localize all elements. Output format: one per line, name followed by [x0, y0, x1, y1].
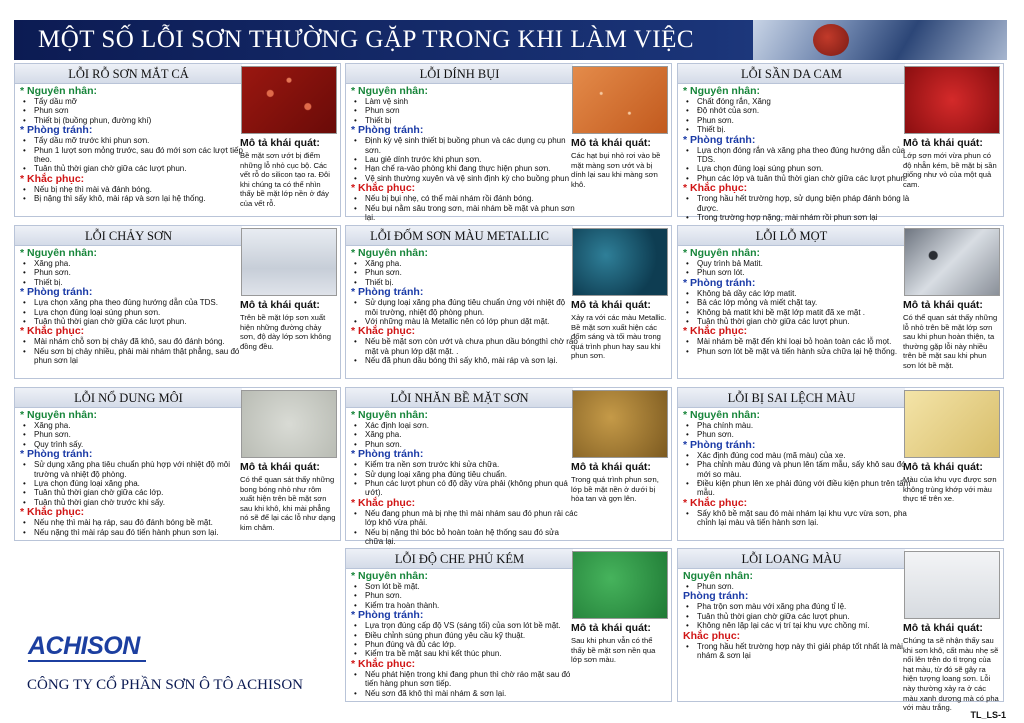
list-item: • Nếu bề mặt sơn còn ướt và chưa phun dầu bóngthì chờ ráo mặt và phun lớp dặt mặt. .: [351, 337, 579, 356]
header-photo: [753, 20, 1007, 60]
list-item: • Thiết bị.: [20, 278, 248, 287]
list-item: • Phun sơn.: [683, 582, 911, 591]
list-item: • Mài nhám chỗ sơn bị chảy đã khô, sau đó đánh bóng.: [20, 337, 248, 346]
description-text: Sau khi phun vẫn có thể thấy bề mặt sơn nền qua lớp sơn màu.: [571, 636, 656, 665]
fix-list: [683, 509, 911, 528]
list-item: • Làm vệ sinh: [351, 97, 579, 106]
list-item: • Phun sơn.: [20, 430, 248, 439]
prevent-heading: * Phòng tránh:: [683, 133, 756, 146]
card-title: LỖI ĐỘ CHE PHỦ KÉM: [346, 549, 573, 569]
list-item: • Lau giẻ dính trước khi phun sơn.: [351, 155, 579, 164]
list-item: • Sử dụng loại xăng pha đúng tiêu chuẩn.: [351, 470, 579, 479]
description-label: Mô tả khái quát:: [571, 299, 651, 311]
defect-photo: [904, 551, 1000, 619]
list-item: • Tẩy dầu mỡ: [20, 97, 248, 106]
prevent-list: [351, 460, 579, 498]
defect-card: [345, 225, 672, 379]
cause-list: [351, 97, 579, 125]
list-item: • Nếu đã phun dầu bóng thì sấy khô, mài ráp và sơn lại.: [351, 356, 579, 365]
fix-heading: * Khắc phục:: [20, 325, 85, 338]
list-item: • Kiểm tra bề mặt sau khi kết thúc phun.: [351, 649, 579, 658]
list-item: • Thiết bị (buồng phun, đường khí): [20, 116, 248, 125]
list-item: • Phun đúng và đủ các lớp.: [351, 640, 579, 649]
list-item: • Mài nhám bề mặt đến khi loại bỏ hoàn toàn các lỗ mọt.: [683, 337, 911, 346]
cause-list: [351, 259, 579, 287]
list-item: • Phun sơn lót bề mặt và tiến hành sửa chữa lại hệ thống.: [683, 347, 911, 356]
cause-list: [20, 259, 248, 287]
list-item: • Nếu bị bụi nhẹ, có thể mài nhám rồi đánh bóng.: [351, 194, 579, 203]
fix-heading: * Khắc phục:: [20, 506, 85, 519]
list-item: • Bả các lớp mỏng và miết chặt tay.: [683, 298, 911, 307]
description-text: Có thể quan sát thấy những lỗ nhỏ trên bề mặt lớp sơn sau khi phun hoàn thiện, ta thường gặp lỗi này nhiều trên bề mặt sau khi phun sơn lót bề mặt.: [903, 313, 998, 370]
list-item: • Lựa chọn đúng loại súng phun sơn.: [683, 164, 911, 173]
list-item: • Xác định loại sơn.: [351, 421, 579, 430]
fix-list: [351, 670, 579, 698]
card-description: [571, 622, 668, 665]
list-item: • Lựa trọn đúng cấp độ VS (sáng tối) của sơn lót bề mặt.: [351, 621, 579, 630]
list-item: • Vệ sinh thường xuyên và vệ sinh định kỳ cho buồng phun: [351, 174, 579, 183]
page-title: MỘT SỐ LỖI SƠN THƯỜNG GẶP TRONG KHI LÀM VIỆC: [38, 26, 695, 53]
list-item: • Kiểm tra nền sơn trước khi sửa chữa.: [351, 460, 579, 469]
prevent-heading: Phòng tránh:: [683, 590, 749, 603]
achison-logo: ACHISON: [28, 632, 148, 658]
card-title: LỖI ĐỐM SƠN MÀU METALLIC: [346, 226, 573, 246]
list-item: • Tẩy dầu mỡ trước khi phun sơn.: [20, 136, 248, 145]
list-item: • Sử dụng xăng pha tiêu chuẩn phù hợp với nhiệt độ môi trường và nhiệt độ phòng.: [20, 460, 248, 479]
description-text: Chúng ta sẽ nhận thấy sau khi sơn khô, cất màu nhẹ sẽ nổi lên trên do tỉ trọng của hạt màu, từ đó sẽ gây ra hiện tượng loang sơn. Lỗi này thường xảy ra ở các màu xanh dương mà có pha với màu trắng.: [903, 636, 999, 713]
cause-list: [351, 582, 579, 610]
card-title: LỖI DÍNH BỤI: [346, 64, 573, 84]
list-item: • Pha trộn sơn màu với xăng pha đúng tỉ lệ.: [683, 602, 911, 611]
prevent-heading: * Phòng tránh:: [20, 286, 93, 299]
prevent-list: [351, 136, 579, 183]
prevent-list: [683, 602, 911, 630]
list-item: • Nếu đang phun mà bị nhẹ thì mài nhám sau đó phun rải các lớp khô vừa phải.: [351, 509, 579, 528]
prevent-list: [351, 621, 579, 659]
list-item: • Phun các lớp và tuân thủ thời gian chờ giữa các lượt phun.: [683, 174, 911, 183]
description-label: Mô tả khái quát:: [903, 137, 983, 149]
card-title: LỖI RỖ SƠN MẮT CÁ: [15, 64, 242, 84]
list-item: • Trong hầu hết trường hợp, sử dụng biện pháp đánh bóng là được.: [683, 194, 911, 213]
prevent-heading: * Phòng tránh:: [351, 124, 424, 137]
list-item: • Nếu phát hiện trong khi đang phun thì chờ ráo mặt sau đó tiến hàng phun sơn tiếp.: [351, 670, 579, 689]
defect-photo: [572, 228, 668, 296]
defect-photo: [241, 390, 337, 458]
list-item: • Lựa chọn đúng loại súng phun sơn.: [20, 308, 248, 317]
list-item: • Trong trường hợp nặng, mài nhám rồi phun sơn lại: [683, 213, 911, 222]
fix-heading: * Khắc phục:: [351, 496, 416, 509]
fix-heading: * Khắc phục:: [351, 182, 416, 195]
cause-list: [20, 421, 248, 449]
fix-list: [351, 337, 579, 365]
fix-heading: * Khắc phục:: [351, 325, 416, 338]
prevent-heading: * Phòng tránh:: [351, 286, 424, 299]
list-item: • Lựa chọn đúng loại xăng pha.: [20, 479, 248, 488]
list-item: • Xăng pha.: [20, 421, 248, 430]
fix-list: [20, 337, 248, 365]
list-item: • Nếu nhẹ thì mài hạ ráp, sau đó đánh bóng bề mặt.: [20, 518, 248, 527]
list-item: • Xăng pha.: [351, 430, 579, 439]
description-text: Có thể quan sát thấy những bong bóng nhỏ như rôm xuất hiện trên bề mặt sơn sau khi khô, khi mài phẳng nó sẽ để lại các lỗ như dạng kim châm.: [240, 475, 336, 532]
cause-heading: * Nguyên nhân:: [351, 570, 429, 582]
defect-photo: [572, 551, 668, 619]
list-item: • Phun sơn lót.: [683, 268, 911, 277]
fix-heading: * Khắc phục:: [351, 657, 416, 670]
card-description: [903, 299, 1000, 371]
description-label: Mô tả khái quát:: [903, 461, 983, 473]
list-item: • Bị nặng thì sấy khô, mài ráp và sơn lại hệ thống.: [20, 194, 248, 203]
list-item: • Pha chỉnh màu đúng và phun lên tấm mẫu, sấy khô sau đó mới so màu.: [683, 460, 911, 479]
list-item: • Điều chỉnh súng phun đúng yêu cầu kỹ thuật.: [351, 631, 579, 640]
card-description: [240, 137, 337, 209]
list-item: • Phun sơn.: [351, 591, 579, 600]
description-label: Mô tả khái quát:: [571, 137, 651, 149]
cause-heading: * Nguyên nhân:: [683, 409, 761, 421]
defect-photo: [904, 66, 1000, 134]
list-item: • Nếu nặng thì mài ráp sau đó tiến hành phun sơn lại.: [20, 528, 248, 537]
defect-card: [677, 225, 1004, 379]
cause-heading: * Nguyên nhân:: [351, 409, 429, 421]
list-item: • Thiết bị: [351, 116, 579, 125]
prevent-heading: * Phòng tránh:: [351, 448, 424, 461]
list-item: • Không bả dầy các lớp matit.: [683, 289, 911, 298]
defect-card: [345, 63, 672, 223]
prevent-list: [683, 451, 911, 498]
cause-heading: * Nguyên nhân:: [20, 247, 98, 259]
prevent-heading: * Phòng tránh:: [351, 609, 424, 622]
list-item: • Không bả matit khi bề mặt lớp matit đã xe mặt .: [683, 308, 911, 317]
fix-heading: * Khắc phục:: [683, 496, 748, 509]
list-item: • Độ nhớt của sơn.: [683, 106, 911, 115]
prevent-list: [351, 298, 579, 326]
defect-photo: [572, 66, 668, 134]
card-body: [351, 86, 579, 222]
defect-photo: [904, 390, 1000, 458]
list-item: • Sử dụng loại xăng pha đúng tiêu chuẩn ứng với nhiệt độ môi trường, nhiệt độ phòng phun.: [351, 298, 579, 317]
header-banner: [14, 20, 1007, 60]
list-item: • Tuân thủ thời gian chờ giữa các lớp.: [20, 488, 248, 497]
description-text: Xảy ra với các màu Metallic. Bề mặt sơn xuất hiện các đốm sáng và tối màu trong quá trình phun hay sau khi phun sơn.: [571, 313, 667, 361]
cause-heading: * Nguyên nhân:: [683, 247, 761, 259]
list-item: • Quy trình bả Matit.: [683, 259, 911, 268]
fix-heading: Khắc phục:: [683, 629, 741, 642]
list-item: • Không nên lặp lại các vị trí tại khu vực chồng mí.: [683, 621, 911, 630]
list-item: • Nếu bị nặng thì bóc bỏ hoàn toàn hệ thống sau đó sửa chữa lại.: [351, 528, 579, 547]
list-item: • Quy trình sấy.: [20, 440, 248, 449]
list-item: • Nếu sơn đã khô thì mài nhám & sơn lại.: [351, 689, 579, 698]
card-body: [683, 86, 911, 222]
list-item: • Xác định đúng cod màu (mã màu) của xe.: [683, 451, 911, 460]
list-item: • Phun các lượt phun có độ dầy vừa phải (không phun quá ướt).: [351, 479, 579, 498]
list-item: • Phun sơn.: [683, 430, 911, 439]
description-label: Mô tả khái quát:: [903, 299, 983, 311]
description-label: Mô tả khái quát:: [240, 299, 320, 311]
prevent-list: [20, 460, 248, 507]
list-item: • Lựa chọn đóng rắn và xăng pha theo đúng hướng dẫn của TDS.: [683, 146, 911, 165]
cause-list: [683, 97, 911, 135]
card-description: [903, 461, 1000, 504]
description-text: Lớp sơn mới vừa phun có độ nhẵn kém, bề mặt bị sần giống như vỏ của một quả cam.: [903, 151, 997, 189]
list-item: • Nếu bụi nằm sâu trong sơn, mài nhám bề mặt và phun sơn lại.: [351, 204, 579, 223]
fix-list: [351, 509, 579, 547]
cause-heading: * Nguyên nhân:: [683, 85, 761, 97]
list-item: • Sấy khô bề mặt sau đó mài nhám lại khu vực vừa sơn, pha chỉnh lại màu và tiến hành sơn lại.: [683, 509, 911, 528]
company-name: CÔNG TY CỔ PHẦN SƠN Ô TÔ ACHISON: [27, 677, 304, 693]
card-body: [20, 86, 248, 204]
description-text: Bề mặt sơn ướt bị điểm những lỗ nhỏ cục bộ. Các vết rỗ do silicon tạo ra. Đôi khi chúng ta có thể nhìn thấy bề mặt lớp nền ở đáy của vết rỗ.: [240, 151, 330, 208]
card-body: [351, 410, 579, 546]
list-item: • Tuân thủ thời gian chờ giữa các lượt phun.: [683, 317, 911, 326]
fix-list: [683, 337, 911, 356]
card-title: LỖI SẦN DA CAM: [678, 64, 905, 84]
defect-card: [345, 548, 672, 702]
defect-photo: [241, 66, 337, 134]
list-item: • Phun sơn: [20, 106, 248, 115]
cause-list: [351, 421, 579, 449]
defect-photo: [241, 228, 337, 296]
cause-list: [20, 97, 248, 125]
list-item: • Xăng pha.: [351, 259, 579, 268]
cause-heading: * Nguyên nhân:: [351, 247, 429, 259]
fix-heading: * Khắc phục:: [20, 172, 85, 185]
list-item: • Phun sơn.: [351, 268, 579, 277]
card-body: [20, 248, 248, 366]
fix-list: [20, 518, 248, 537]
defect-card: [677, 548, 1004, 713]
defect-card: [14, 225, 341, 379]
list-item: • Nếu sơn bị chảy nhiều, phải mài nhám thật phẳng, sau đó phun sơn lại: [20, 347, 248, 366]
card-description: [571, 299, 668, 361]
card-description: [240, 299, 337, 351]
list-item: • Trong hầu hết trường hợp này thì giải pháp tốt nhất là mài nhám & sơn lại: [683, 642, 911, 661]
list-item: • Phun 1 lượt sơn mỏng trước, sau đó mới sơn các lượt tiếp theo.: [20, 146, 248, 165]
card-description: [240, 461, 337, 533]
card-body: [683, 248, 911, 356]
card-description: [903, 137, 1000, 189]
prevent-heading: * Phòng tránh:: [20, 124, 93, 137]
fix-list: [683, 194, 911, 222]
prevent-list: [683, 146, 911, 184]
cause-heading: Nguyên nhân:: [683, 570, 753, 582]
fix-list: [351, 194, 579, 222]
card-title: LỖI NỔ DUNG MÔI: [15, 388, 242, 408]
list-item: • Kiểm tra hoàn thành.: [351, 601, 579, 610]
description-label: Mô tả khái quát:: [571, 461, 651, 473]
cause-heading: * Nguyên nhân:: [351, 85, 429, 97]
description-label: Mô tả khái quát:: [571, 622, 651, 634]
cause-list: [683, 421, 911, 440]
list-item: • Tuân thủ thời gian chờ giữa các lượt phun.: [683, 612, 911, 621]
description-text: Các hạt bụi nhỏ rơi vào bề mặt màng sơn ướt và bị dính lại sau khi màng sơn khô.: [571, 151, 661, 189]
list-item: • Điều kiện phun lên xe phải đúng với điều kiện phun trên tấm mẫu.: [683, 479, 911, 498]
list-item: • Với những màu là Metallic nên có lớp phun dặt mặt.: [351, 317, 579, 326]
prevent-heading: * Phòng tránh:: [683, 438, 756, 451]
card-title: LỖI NHĂN BỀ MẶT SƠN: [346, 388, 573, 408]
card-body: [351, 248, 579, 366]
card-body: [683, 571, 911, 660]
defect-card: [14, 63, 341, 217]
list-item: • Phun sơn.: [20, 268, 248, 277]
defect-card: [14, 387, 341, 541]
card-title: LỖI CHẢY SƠN: [15, 226, 242, 246]
list-item: • Xăng pha.: [20, 259, 248, 268]
list-item: • Pha chính màu.: [683, 421, 911, 430]
list-item: • Sơn lót bề mặt.: [351, 582, 579, 591]
prevent-heading: * Phòng tránh:: [20, 448, 93, 461]
fix-heading: * Khắc phục:: [683, 325, 748, 338]
document-code: TL_LS-1: [970, 710, 1006, 720]
fix-list: [20, 185, 248, 204]
defect-photo: [572, 390, 668, 458]
list-item: • Thiết bị.: [351, 278, 579, 287]
card-body: [351, 571, 579, 698]
card-title: LỖI LOANG MÀU: [678, 549, 905, 569]
description-text: Trên bề mặt lớp sơn xuất hiện những đường chảy sơn, độ dày lớp sơn không đồng đều.: [240, 313, 331, 351]
description-label: Mô tả khái quát:: [903, 622, 983, 634]
card-body: [20, 410, 248, 537]
cause-list: [683, 259, 911, 278]
cause-list: [683, 582, 911, 591]
list-item: • Chất đóng rắn, Xăng: [683, 97, 911, 106]
list-item: • Tuân thủ thời gian chờ giữa các lượt phun.: [20, 164, 248, 173]
prevent-list: [20, 136, 248, 174]
list-item: • Tuân thủ thời gian chờ giữa các lượt phun.: [20, 317, 248, 326]
description-text: Màu của khu vực được sơn không trùng khớp với màu thực tế trên xe.: [903, 475, 997, 504]
list-item: • Nếu bị nhẹ thì mài và đánh bóng.: [20, 185, 248, 194]
card-title: LỖI BỊ SAI LỆCH MÀU: [678, 388, 905, 408]
list-item: • Phun sơn: [351, 106, 579, 115]
card-description: [903, 622, 1000, 713]
cause-heading: * Nguyên nhân:: [20, 85, 98, 97]
fix-heading: * Khắc phục:: [683, 182, 748, 195]
prevent-list: [20, 298, 248, 326]
prevent-heading: * Phòng tránh:: [683, 276, 756, 289]
defect-photo: [904, 228, 1000, 296]
description-text: Trong quá trình phun sơn, lớp bề mặt nền ở dưới bị hòa tan và gợn lên.: [571, 475, 659, 504]
list-item: • Thiết bị.: [683, 125, 911, 134]
description-label: Mô tả khái quát:: [240, 461, 320, 473]
list-item: • Phun sơn.: [683, 116, 911, 125]
list-item: • Phun sơn.: [351, 440, 579, 449]
list-item: • Định kỳ vệ sinh thiết bị buồng phun và các dụng cụ phun sơn.: [351, 136, 579, 155]
card-description: [571, 461, 668, 504]
defect-card: [677, 63, 1004, 223]
fix-list: [683, 642, 911, 661]
card-body: [683, 410, 911, 528]
card-title: LỖI LỖ MỌT: [678, 226, 905, 246]
cause-heading: * Nguyên nhân:: [20, 409, 98, 421]
defect-card: [345, 387, 672, 547]
list-item: • Hạn chế ra-vào phòng khi đang thực hiện phun sơn.: [351, 164, 579, 173]
card-description: [571, 137, 668, 189]
defect-card: [677, 387, 1004, 541]
list-item: • Lựa chọn xăng pha theo đúng hướng dẫn của TDS.: [20, 298, 248, 307]
description-label: Mô tả khái quát:: [240, 137, 320, 149]
list-item: • Tuân thủ thời gian chờ trước khi sấy.: [20, 498, 248, 507]
prevent-list: [683, 289, 911, 327]
